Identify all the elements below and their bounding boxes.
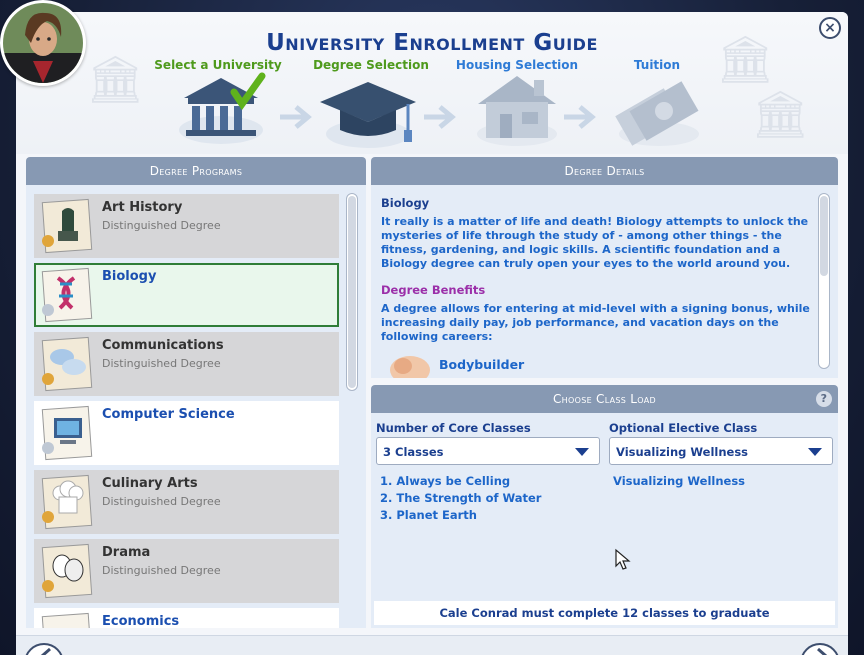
graduation-cap-icon — [318, 72, 418, 152]
watermark-icon: 🏛 — [86, 52, 145, 106]
list-item-communications[interactable] — [34, 332, 339, 396]
core-classes-value: 3 Classes — [383, 445, 444, 459]
details-scroll-thumb[interactable] — [820, 196, 828, 276]
speech-bubbles-icon — [38, 335, 96, 393]
graduation-requirement — [374, 601, 835, 625]
close-button[interactable]: × — [819, 17, 841, 39]
step-label-tuition: Tuition — [633, 58, 681, 72]
requirement-suffix: classes to graduate — [638, 606, 770, 620]
arrow-right-icon — [804, 647, 840, 655]
chef-hat-icon — [38, 473, 96, 531]
economics-icon — [38, 611, 96, 628]
watermark-icon: 🏛 — [751, 87, 810, 141]
arrow-right-icon — [420, 102, 460, 132]
degree-details-header: Degree Details — [371, 157, 838, 185]
career-name[interactable]: Bodybuilder — [439, 357, 525, 372]
house-icon — [472, 70, 562, 150]
elective-class-value: Visualizing Wellness — [616, 445, 749, 459]
list-item-drama[interactable] — [34, 539, 339, 603]
arrow-left-icon — [28, 647, 64, 655]
elective-class-label: Optional Elective Class — [609, 421, 758, 435]
elective-class-dropdown[interactable] — [609, 437, 833, 465]
list-item-culinary-arts[interactable] — [34, 470, 339, 534]
class-load-header — [371, 385, 838, 413]
degree-programs-header: Degree Programs — [26, 157, 366, 185]
core-class-item: 1. Always be Celling — [380, 474, 511, 488]
page-title: University Enrollment Guide — [266, 30, 598, 56]
degree-description: It really is a matter of life and death! Biology attempts to unlock the mysteries of life through the study of - among other things - the fitness, gardening, and logic skills. A scientific foundation and a Biology degree can truly open your eyes to the world around you. — [381, 215, 809, 270]
watermark-icon: 🏛 — [716, 32, 775, 86]
chevron-down-icon — [808, 448, 822, 456]
mouse-cursor-icon — [614, 548, 632, 572]
step-label-housing: Housing Selection — [455, 58, 579, 72]
degree-name: Drama — [102, 545, 151, 560]
degree-name: Biology — [102, 269, 157, 284]
programs-scroll-thumb[interactable] — [348, 196, 356, 388]
degree-name: Communications — [102, 338, 224, 353]
list-item-biology[interactable] — [34, 263, 339, 327]
degree-details-content — [381, 196, 811, 376]
money-icon — [614, 70, 704, 150]
benefits-text: A degree allows for entering at mid-level with a signing bonus, while increasing daily pay, job performance, and vacation days on the following careers: — [381, 302, 810, 343]
arrow-right-icon — [276, 102, 316, 132]
statue-icon — [38, 197, 96, 255]
degree-detail-title: Biology — [381, 196, 430, 210]
list-item-economics[interactable] — [34, 608, 339, 628]
class-load-title: Choose Class Load — [553, 392, 656, 406]
degree-programs-list[interactable] — [26, 185, 366, 628]
degree-name: Culinary Arts — [102, 476, 198, 491]
degree-name: Economics — [102, 614, 180, 628]
list-item-computer-science[interactable] — [34, 401, 339, 465]
requirement-count: 12 — [622, 606, 639, 620]
arrow-right-icon — [560, 102, 600, 132]
elective-class-item: Visualizing Wellness — [613, 474, 746, 488]
requirement-prefix: Cale Conrad must complete — [439, 606, 623, 620]
computer-icon — [38, 404, 96, 462]
step-label-degree: Degree Selection — [313, 58, 429, 72]
career-row — [381, 352, 811, 376]
theater-masks-icon — [38, 542, 96, 600]
degree-sub: Distinguished Degree — [102, 564, 221, 577]
enrollment-dialog — [16, 12, 848, 655]
degree-sub: Distinguished Degree — [102, 495, 221, 508]
step-label-university: Select a University — [154, 58, 282, 72]
sim-portrait-icon — [3, 3, 83, 83]
programs-scrollbar[interactable] — [346, 193, 358, 391]
core-classes-dropdown[interactable] — [376, 437, 600, 465]
degree-sub: Distinguished Degree — [102, 357, 221, 370]
core-class-item: 2. The Strength of Water — [380, 491, 542, 505]
list-item-art-history[interactable] — [34, 194, 339, 258]
degree-details-body[interactable] — [371, 185, 838, 378]
core-class-item: 3. Planet Earth — [380, 508, 477, 522]
dna-icon — [38, 266, 96, 324]
benefits-title: Degree Benefits — [381, 283, 486, 297]
university-icon — [176, 70, 266, 150]
bottom-bar — [16, 635, 848, 655]
details-scrollbar[interactable] — [818, 193, 830, 369]
help-icon[interactable]: ? — [816, 391, 832, 407]
chevron-down-icon — [575, 448, 589, 456]
bodybuilder-icon — [385, 352, 435, 378]
degree-name: Computer Science — [102, 407, 235, 422]
core-classes-label: Number of Core Classes — [376, 421, 531, 435]
degree-sub: Distinguished Degree — [102, 219, 221, 232]
class-load-body — [371, 413, 838, 628]
avatar[interactable] — [0, 0, 86, 86]
degree-name: Art History — [102, 200, 183, 215]
